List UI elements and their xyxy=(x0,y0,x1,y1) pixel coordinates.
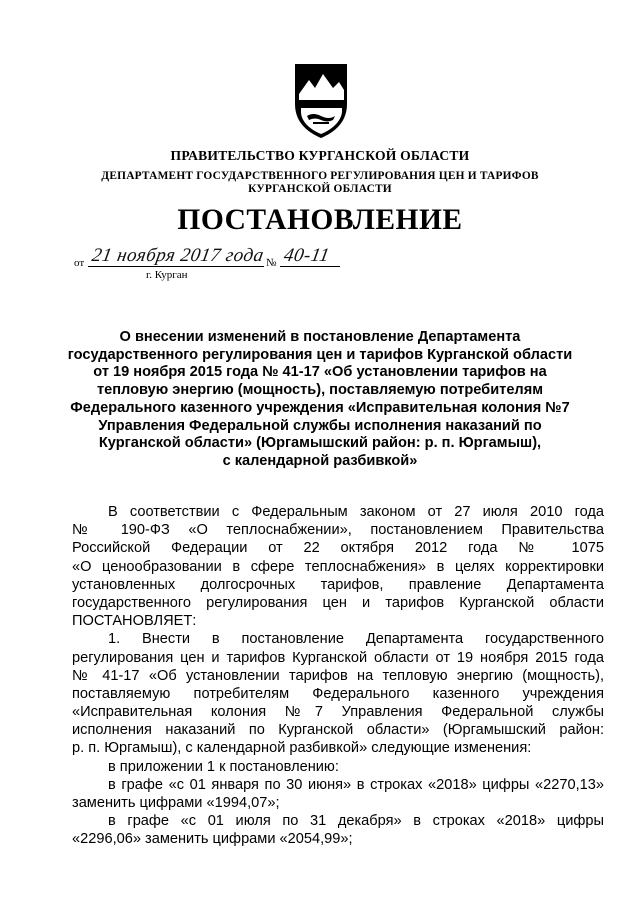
document-subject xyxy=(60,329,580,471)
body-line: «О ценообразовании в сфере теплоснабжения» в целях корректировки xyxy=(72,558,604,575)
coat-of-arms-emblem xyxy=(291,60,351,140)
city-label: г. Курган xyxy=(146,269,188,281)
department-name xyxy=(0,170,640,196)
body-line: заменить цифрами «1994,07»; xyxy=(72,795,280,811)
department-name-line: КУРГАНСКОЙ ОБЛАСТИ xyxy=(248,183,392,195)
body-line: установленных долгосрочных тарифов, правление Департамента xyxy=(72,576,604,593)
body-line: в графе «с 01 июля по 31 декабря» в строках «2018» цифры xyxy=(108,813,604,830)
subject-line: от 19 ноября 2015 года № 41-17 «Об установлении тарифов на xyxy=(93,364,547,381)
subject-line: О внесении изменений в постановление Департамента xyxy=(119,329,521,345)
body-line: «2296,06» заменить цифрами «2054,99»; xyxy=(72,831,353,848)
government-name: ПРАВИТЕЛЬСТВО КУРГАНСКОЙ ОБЛАСТИ xyxy=(170,148,470,163)
body-line: поставляемую потребителям Федерального казенного учреждения xyxy=(72,685,604,702)
body-line: 1. Внести в постановление Департамента государственного xyxy=(108,631,604,648)
handwritten-number: 40-11 xyxy=(282,245,332,266)
body-line: исполнения наказаний по Курганской области» (Юргамышский район: xyxy=(72,722,604,739)
subject-line: тепловую энергию (мощность), поставляемую потребителям xyxy=(96,382,544,399)
subject-line: с календарной разбивкой» xyxy=(222,452,418,469)
body-line: № 190-ФЗ «О теплоснабжении», постановлением Правительства xyxy=(72,522,604,539)
body-line: Российской Федерации от 22 октября 2012 года № 1075 xyxy=(72,540,604,557)
handwritten-date: 21 ноября 2017 года xyxy=(90,245,266,266)
body-line: р. п. Юргамыш), с календарной разбивкой» следующие изменения: xyxy=(72,740,532,757)
body-line: № 41-17 «Об установлении тарифов на тепловую энергию (мощность), xyxy=(72,667,604,684)
body-line: В соответствии с Федеральным законом от 27 июля 2010 года xyxy=(108,504,604,520)
department-name-line: ДЕПАРТАМЕНТ ГОСУДАРСТВЕННОГО РЕГУЛИРОВАНИЯ ЦЕН И ТАРИФОВ xyxy=(101,170,539,182)
body-line: государственного регулирования цен и тарифов Курганской области xyxy=(72,594,604,611)
body-line: ПОСТАНОВЛЯЕТ: xyxy=(72,613,197,630)
subject-line: Управления Федеральной службы исполнения наказаний по xyxy=(98,417,542,434)
subject-line: Курганской области» (Юргамышский район: р. п. Юргамыш), xyxy=(98,435,542,452)
body-line: «Исправительная колония №7 Управления Федеральной службы xyxy=(72,704,604,721)
body-line: в приложении 1 к постановлению: xyxy=(108,758,339,775)
subject-line: государственного регулирования цен и тарифов Курганской области xyxy=(67,346,573,363)
subject-line: Федерального казенного учреждения «Исправительная колония №7 xyxy=(70,399,570,416)
dateline xyxy=(74,245,394,289)
body-line: в графе «с 01 января по 30 июня» в строках «2018» цифры «2270,13» xyxy=(108,776,604,793)
document-title: ПОСТАНОВЛЕНИЕ xyxy=(177,204,463,236)
date-prefix: от xyxy=(74,257,85,269)
number-label: № xyxy=(266,257,277,269)
body-line: регулирования цен и тарифов Курганской области от 19 ноября 2015 года xyxy=(72,649,604,666)
document-body xyxy=(72,503,604,849)
